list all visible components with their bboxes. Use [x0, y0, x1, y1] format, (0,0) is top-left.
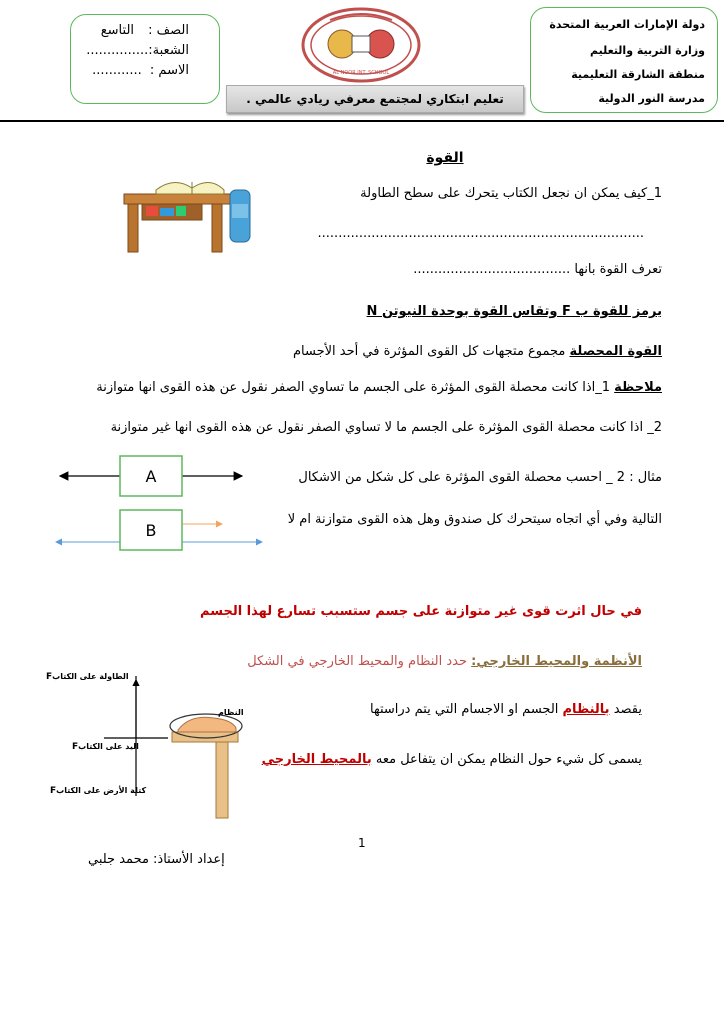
systems-term: الأنظمة والمحيط الخارجي:	[471, 654, 642, 669]
section-label: الشعبة:	[148, 43, 189, 58]
environment-term: بالمحيط الخارجي	[261, 752, 372, 767]
systems-task: حدد النظام والمحيط الخارجي في الشكل	[247, 654, 472, 669]
name-dots: ............	[92, 63, 142, 78]
env-def-pre: يسمى كل شيء حول النظام يمكن ان يتفاعل معه	[371, 752, 642, 767]
school-info-box	[530, 7, 718, 113]
box-b-label: B	[145, 521, 157, 540]
note-1-text: 1_اذا كانت محصلة القوى المؤثرة على الجسم ما تساوي الصفر نقول عن هذه القوى انها متوازنة	[96, 380, 615, 395]
label-table-on-book: Fالطاولة على الكتاب	[46, 672, 129, 682]
force-definition: تعرف القوة بانها ......................................	[413, 262, 662, 277]
country-name: دولة الإمارات العربية المتحدة	[549, 18, 705, 31]
environment-definition	[262, 752, 642, 767]
force-symbol-line: يرمز للقوة ب F وتقاس القوة بوحدة النيوتن N	[366, 304, 662, 319]
name-row	[92, 63, 189, 78]
net-force-line	[293, 344, 662, 359]
section-dots: ...............	[86, 43, 149, 58]
ministry-name: وزارة التربية والتعليم	[590, 44, 705, 57]
note-term: ملاحظة	[614, 380, 662, 395]
grade-value: التاسع	[100, 23, 135, 38]
zone-name: منطقة الشارقة التعليمية	[571, 68, 705, 81]
example-line-1: مثال : 2 _ احسب محصلة القوى المؤثرة على كل شكل من الاشكال	[298, 470, 662, 485]
system-def-pre: يقصد	[609, 702, 642, 717]
system-term: بالنظام	[562, 702, 610, 717]
question-1: 1_كيف يمكن ان نجعل الكتاب يتحرك على سطح الطاولة	[360, 186, 662, 201]
label-system: النظام	[218, 708, 244, 717]
example-line-2: التالية وفي أي اتجاه سيتحرك كل صندوق وهل هذه القوى متوازنة ام لا	[287, 512, 662, 527]
note-2: 2_ اذا كانت محصلة القوى المؤثرة على الجسم ما لا تساوي الصفر نقول عن هذه القوى انها غير متوازنة	[110, 420, 662, 435]
unbalanced-forces-statement: في حال اثرت قوى غير متوازنة على جسم ستسبب تسارع لهذا الجسم	[200, 604, 642, 619]
net-force-term: القوة المحصلة	[569, 344, 662, 359]
student-info-box	[70, 14, 220, 104]
header-divider	[0, 120, 724, 122]
table-top	[172, 732, 238, 742]
school-name: مدرسة النور الدولية	[598, 92, 705, 105]
grade-label: الصف :	[148, 23, 189, 38]
author-credit: إعداد الأستاذ: محمد جلبي	[88, 852, 225, 867]
motto-bar	[226, 85, 524, 113]
grade-row	[101, 23, 189, 38]
school-logo	[300, 6, 422, 84]
motto-text: تعليم ابتكاري لمجتمع معرفي ريادي عالمي .	[246, 92, 504, 106]
section-row	[86, 43, 189, 58]
question-1-answer-line: ...............................................................................	[317, 226, 644, 241]
table-leg	[216, 742, 228, 818]
force-diagrams	[50, 450, 270, 560]
system-definition	[370, 702, 642, 717]
page-number: 1	[358, 836, 366, 850]
desk-illustration	[120, 170, 256, 256]
note-1	[96, 380, 662, 395]
system-diagram	[40, 668, 250, 828]
hand-on-book	[178, 717, 236, 732]
box-a-label: A	[145, 467, 157, 486]
label-earth-on-book: Fكتلة الأرض على الكتاب	[50, 786, 147, 796]
net-force-definition: مجموع متجهات كل القوى المؤثرة في أحد الأجسام	[292, 344, 570, 359]
name-label: الاسم :	[149, 63, 189, 78]
page-title: القوة	[426, 150, 464, 166]
systems-line	[247, 654, 642, 669]
logo-text: AL NOOR INT. SCHOOL	[332, 70, 390, 76]
system-def-post: الجسم او الاجسام التي يتم دراستها	[369, 702, 563, 717]
label-hand-on-book: Fاليد على الكتاب	[72, 742, 139, 752]
